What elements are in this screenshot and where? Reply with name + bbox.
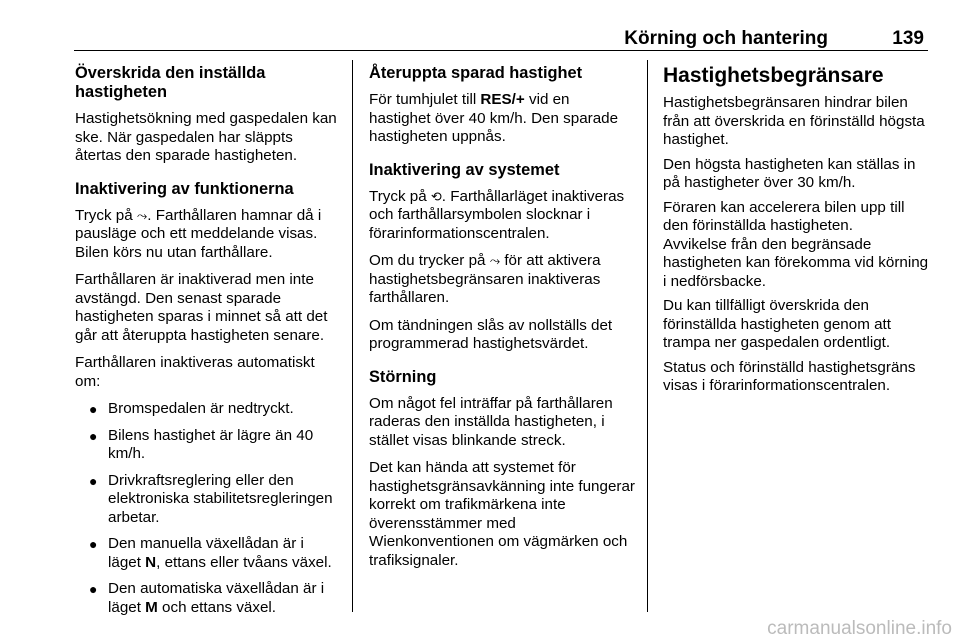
bullet-icon: ●: [89, 472, 98, 489]
speed-limiter-icon: ⤳: [489, 253, 501, 268]
bullet-icon: ●: [89, 427, 98, 444]
text-span: för att aktivera hastighetsbegränsaren inaktiveras farthållaren.: [369, 252, 601, 306]
list-item: [75, 472, 341, 528]
column-2: [369, 64, 635, 579]
list-item: [75, 580, 341, 617]
column-divider-1: [352, 60, 353, 612]
text-span: och ettans växel.: [157, 598, 277, 616]
text-span: vid en hastighet över 40 km/h. Den sparade hastigheten uppnås.: [369, 91, 619, 145]
section-title: Körning och hantering: [624, 28, 828, 49]
heading-malfunction: Störning: [369, 367, 437, 386]
bullet-icon: ●: [89, 401, 98, 417]
text-span: Om du trycker på: [369, 252, 490, 269]
heading-resume-speed: Återuppta sparad hastighet: [369, 64, 583, 82]
text-span: , ettans eller tvåans växel.: [156, 553, 332, 571]
paragraph: [369, 188, 635, 244]
text-span: . Farthållarläget inaktiveras och farthållarsymbolen slocknar i förarinformationscentralen.: [369, 187, 625, 242]
paragraph: Föraren kan accelerera bilen upp till den förinställda hastigheten.: [663, 198, 905, 234]
text-span: Bilens hastighet är lägre än 40 km/h.: [108, 426, 314, 462]
header-rule: [74, 50, 928, 51]
paragraph: Den högsta hastigheten kan ställas in på hastigheter över 30 km/h.: [663, 155, 916, 191]
text-span: Den manuella växellådan är i läget: [108, 535, 304, 571]
column-1: [75, 64, 341, 625]
cruise-off-icon: ⟲: [430, 188, 442, 204]
paragraph: Hastighetsökning med gaspedalen kan ske. När gaspedalen har släppts återtas den sparade hastigheten.: [75, 110, 337, 164]
bold-text: M: [145, 598, 158, 616]
paragraph: Om tändningen slås av nollställs det programmerad hastighetsvärdet.: [369, 316, 613, 352]
bullet-icon: ●: [89, 536, 98, 552]
bold-text: RES/+: [480, 91, 525, 108]
list-item: [75, 400, 341, 419]
page-number: 139: [892, 28, 924, 49]
text-span: . Farthållaren hamnar då i pausläge och ett meddelande visas. Bilen körs nu utan farthållare.: [75, 206, 322, 261]
paragraph: Farthållaren inaktiveras automatiskt om:: [75, 354, 315, 390]
paragraph: Farthållaren är inaktiverad men inte avstängd. Den senast sparade hastigheten sparas i minnet så att det går att återuppta hastigheten senare.: [75, 271, 328, 344]
paragraph: Hastighetsbegränsaren hindrar bilen från att överskrida en förinställd högsta hastighet.: [663, 94, 925, 148]
bullet-icon: ●: [89, 581, 98, 597]
column-3: [663, 64, 929, 402]
paragraph: Avvikelse från den begränsade hastigheten kan förekomma vid körning i nedförsbacke.: [663, 235, 929, 290]
heading-exceed-speed: Överskrida den inställda hastigheten: [75, 64, 266, 101]
cruise-pause-icon: ⤳: [136, 207, 148, 223]
paragraph: Status och förinställd hastighetsgräns visas i förarinformationscentralen.: [663, 358, 916, 394]
text-span: Tryck på: [75, 206, 137, 224]
text-span: Den automatiska växellådan är i läget: [108, 580, 325, 616]
text-span: För tumhjulet till: [369, 91, 481, 108]
paragraph: [369, 252, 635, 308]
text-span: Drivkraftsreglering eller den elektroniska stabilitetsregleringen arbetar.: [108, 471, 333, 526]
text-span: Bromspedalen är nedtryckt.: [108, 400, 294, 417]
paragraph: [75, 207, 341, 263]
text-span: Tryck på: [369, 187, 431, 205]
bullet-list: [75, 400, 341, 617]
heading-deactivation-functions: Inaktivering av funktionerna: [75, 179, 294, 198]
page-header: [74, 28, 928, 52]
column-divider-2: [647, 60, 648, 612]
heading-speed-limiter: Hastighetsbegränsare: [663, 64, 884, 87]
paragraph: [369, 91, 635, 147]
paragraph: Det kan hända att systemet för hastighetsgränsavkänning inte fungerar korrekt om trafikmärkena inte överensstämmer med Wienkonventionen om vägmärken och trafiksignaler.: [369, 459, 635, 569]
heading-deactivate-system: Inaktivering av systemet: [369, 160, 560, 179]
list-item: [75, 427, 341, 464]
watermark: carmanualsonline.info: [767, 618, 952, 639]
bold-text: N: [145, 553, 157, 571]
paragraph: Om något fel inträffar på farthållaren raderas den inställda hastigheten, i stället visas blinkande streck.: [369, 394, 613, 449]
paragraph: Du kan tillfälligt överskrida den förinställda hastigheten genom att trampa ner gaspedalen ordentligt.: [663, 297, 891, 351]
list-item: [75, 535, 341, 572]
